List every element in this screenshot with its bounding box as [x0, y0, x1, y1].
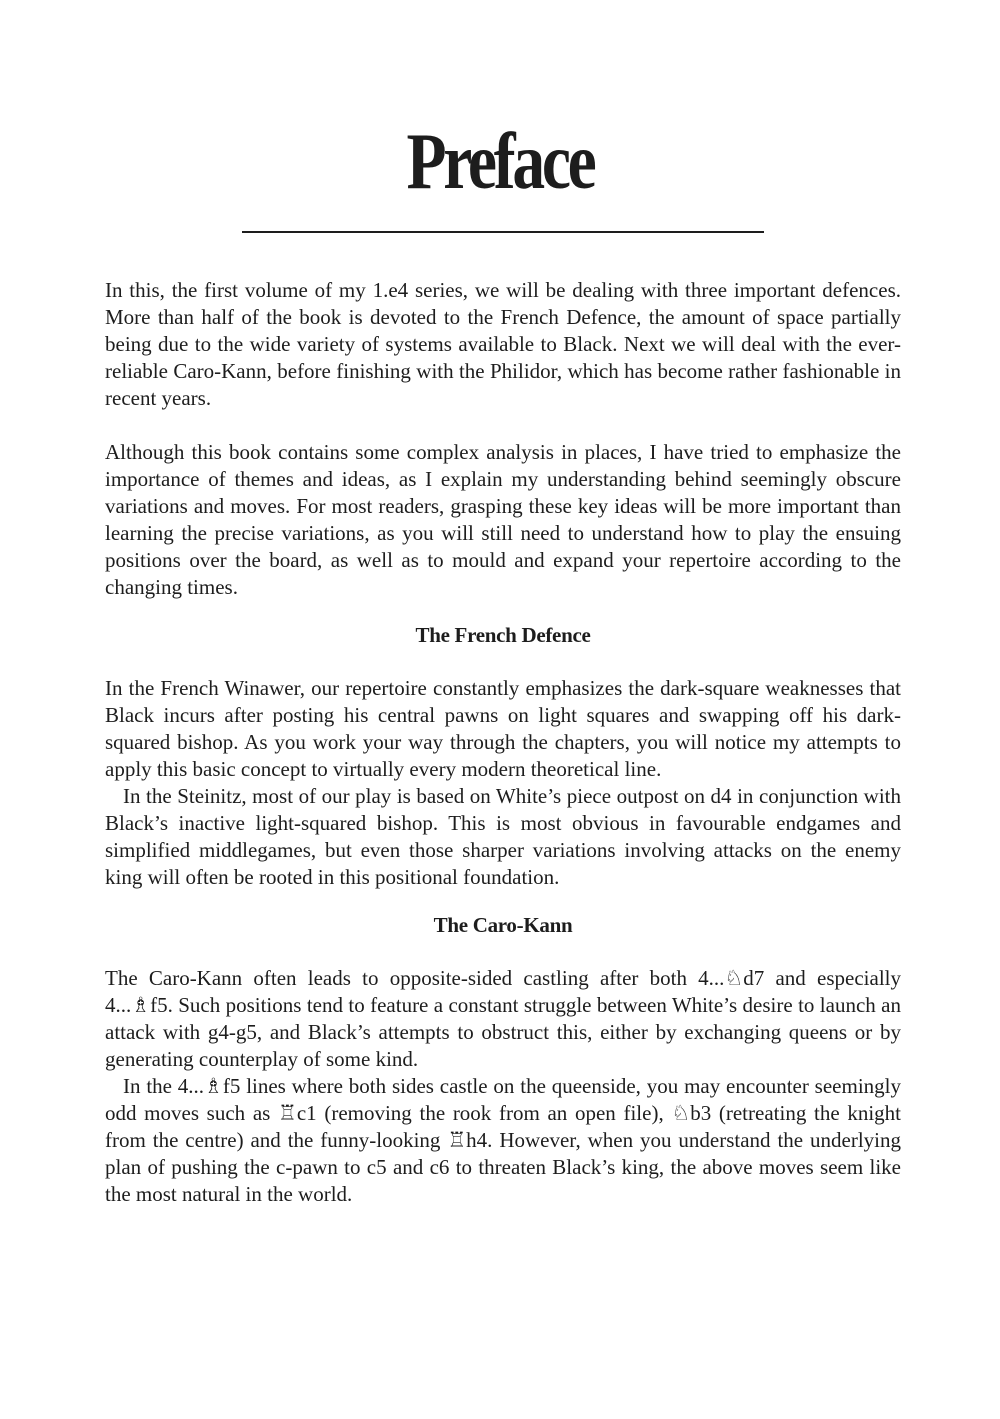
french-paragraph-1: In the French Winawer, our repertoire constantly emphasizes the dark-square weaknesses that Black incurs after posting his central pawns on light squares and swapping off his dark-squared bishop. As you work your way through the chapters, you will notice my attempts to apply this basic concept to virtually every modern theoretical line. — [105, 676, 901, 781]
caro-kann-paragraph-2: In the 4...♗f5 lines where both sides castle on the queenside, you may encounter seemingly odd moves such as ♖c1 (removing the rook from an open file), ♘b3 (retreating the knight from the centre) and the funny-looking ♖h4. However, when you understand the underlying plan of pushing the c-pawn to c5 and c6 to threaten Black’s king, the above moves seem like the most natural in the world. — [105, 1074, 901, 1206]
title-underline — [242, 231, 764, 233]
french-paragraph-2: In the Steinitz, most of our play is based on White’s piece outpost on d4 in conjunction with Black’s inactive light-squared bishop. This is most obvious in favourable endgames and simplified middlegames, but even those sharper variations involving attacks on the enemy king will often be rooted in this positional foundation. — [105, 784, 901, 889]
section-heading-caro-kann: The Caro-Kann — [433, 913, 573, 937]
intro-paragraph-1: In this, the first volume of my 1.e4 series, we will be dealing with three important defences. More than half of the book is devoted to the French Defence, the amount of space partially being due to the wide variety of systems available to Black. Next we will deal with the ever-reliable Caro-Kann, before finishing with the Philidor, which has become rather fashionable in recent years. — [105, 278, 901, 410]
section-heading-french: The French Defence — [415, 623, 591, 647]
caro-kann-paragraph-1: The Caro-Kann often leads to opposite-sided castling after both 4...♘d7 and especially 4...♗f5. Such positions tend to feature a constant struggle between White’s desire to launch an attack with g4-g5, and Black’s attempts to obstruct this, either by exchanging queens or by generating counterplay of some kind. — [105, 966, 901, 1071]
page-title: Preface — [406, 118, 594, 206]
intro-paragraph-2: Although this book contains some complex analysis in places, I have tried to emphasize the importance of themes and ideas, as I explain my understanding behind seemingly obscure variations and moves. For most readers, grasping these key ideas will be more important than learning the precise variations, as you will still need to understand how to play the ensuing positions over the board, as well as to mould and expand your repertoire according to the changing times. — [105, 440, 901, 599]
preface-body — [105, 277, 901, 1208]
